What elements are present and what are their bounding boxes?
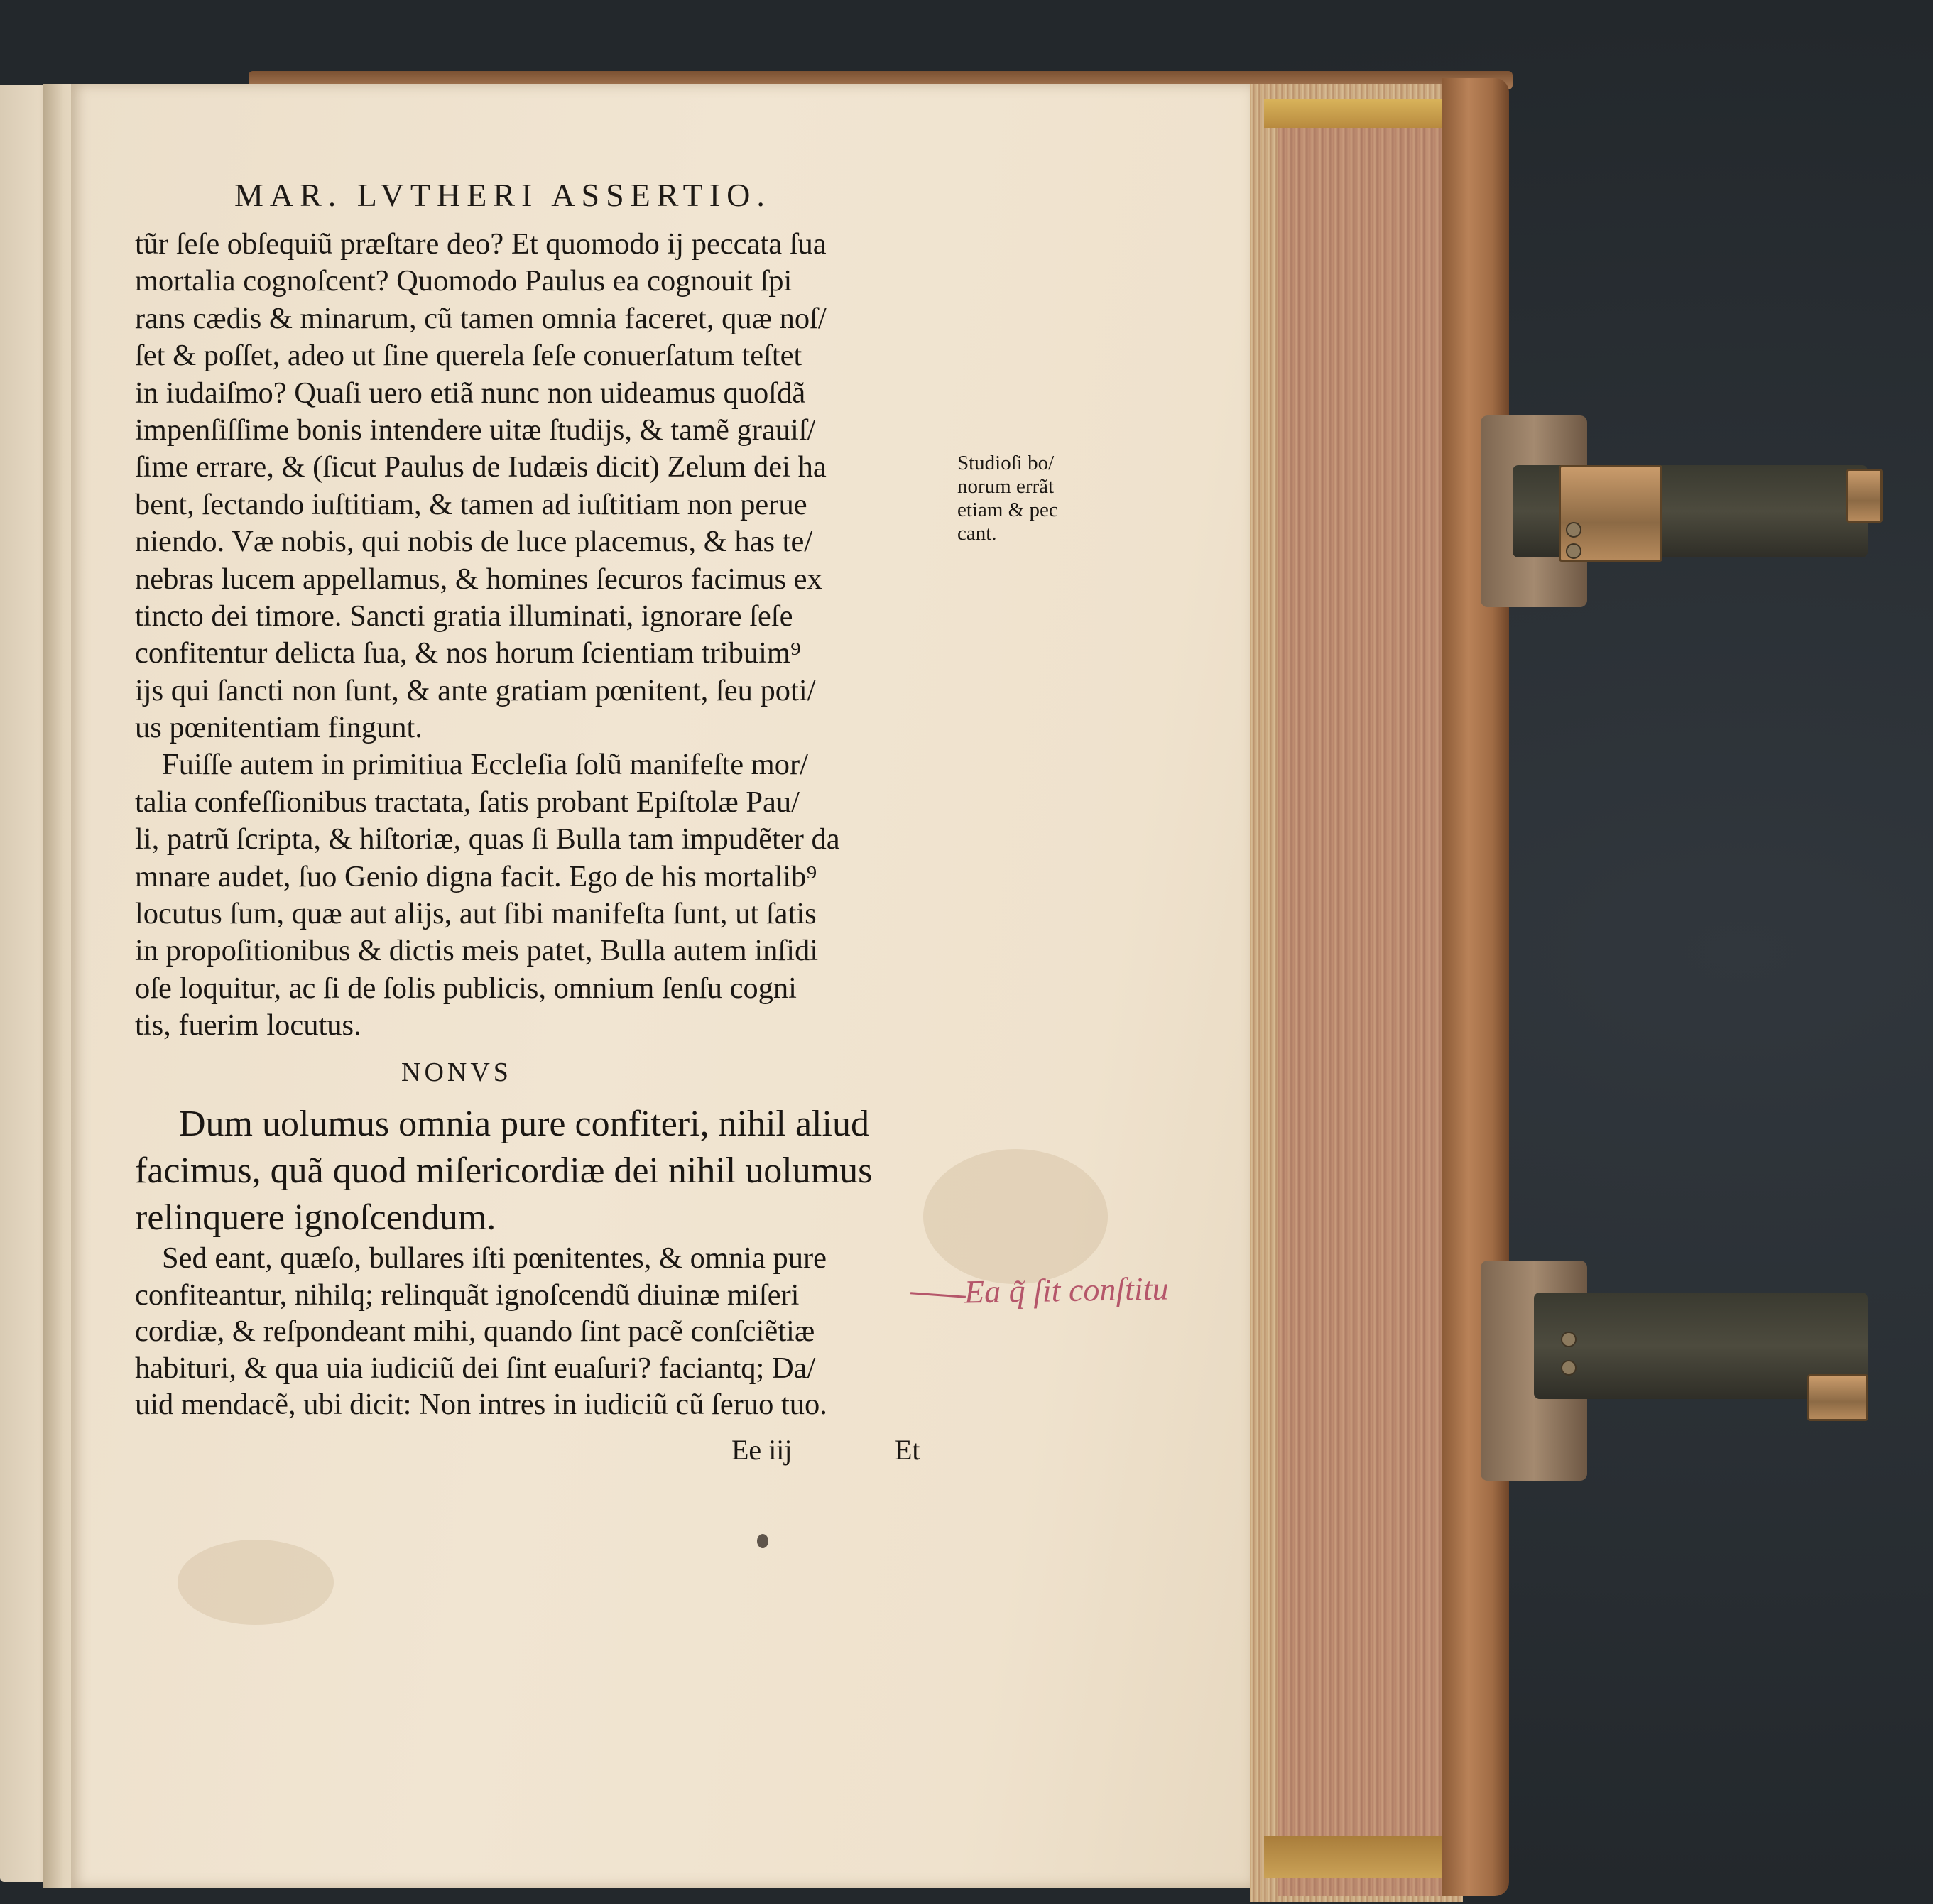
text-line: impenſiſſime bonis intendere uitæ ſtudijs, & tamẽ grauiſ/ bbox=[135, 413, 816, 447]
gilt-fore-edge bbox=[1278, 107, 1442, 1896]
text-block-bottom bbox=[135, 1240, 959, 1423]
section-heading: NONVS bbox=[401, 1057, 512, 1087]
marginal-note-line: etiam & pec bbox=[957, 499, 1058, 521]
text-line: rans cædis & minarum, cũ tamen omnia faceret, quæ noſ/ bbox=[135, 301, 827, 335]
text-line: ijs qui ſancti non ſunt, & ante gratiam pœnitent, ſeu poti/ bbox=[135, 673, 816, 707]
text-line: ſet & poſſet, adeo ut ſine querela ſeſe conuerſatum teſtet bbox=[135, 339, 802, 373]
statement-line: Dum uolumus omnia pure confiteri, nihil aliud bbox=[179, 1104, 869, 1144]
text-line: Sed eant, quæſo, bullares iſti pœnitentes, & omnia pure bbox=[162, 1241, 827, 1275]
gilt-bottom-edge bbox=[1264, 1836, 1449, 1878]
text-line: in iudaiſmo? Quaſi uero etiã nunc non uideamus quoſdã bbox=[135, 376, 806, 410]
marginal-note-line: Studioſi bo/ bbox=[957, 452, 1055, 474]
text-line: oſe loquitur, ac ſi de ſolis publicis, omnium ſenſu cogni bbox=[135, 971, 797, 1005]
text-line: confiteantur, nihilq; relinquãt ignoſcendũ diuinæ miſeri bbox=[135, 1278, 800, 1312]
text-line: tũr ſeſe obſequiũ præſtare deo? Et quomodo ij peccata ſua bbox=[135, 227, 827, 261]
text-block-top bbox=[135, 226, 959, 1045]
text-line: tincto dei timore. Sancti gratia illuminati, ignorare ſeſe bbox=[135, 599, 793, 633]
foxing-stain bbox=[178, 1540, 334, 1625]
text-line: ſime errare, & (ſicut Paulus de Iudæis dicit) Zelum dei ha bbox=[135, 450, 827, 484]
text-line: mortalia cognoſcent? Quomodo Paulus ea cognouit ſpi bbox=[135, 264, 793, 298]
catchword: Et bbox=[895, 1434, 920, 1466]
text-line: cordiæ, & reſpondeant mihi, quando ſint pacẽ conſciẽtiæ bbox=[135, 1315, 815, 1348]
statement-line: facimus, quã quod miſericordiæ dei nihil uolumus bbox=[135, 1150, 873, 1191]
statement-line: relinquere ignoſcendum. bbox=[135, 1197, 496, 1238]
ink-spot bbox=[757, 1534, 768, 1548]
rivet-icon bbox=[1561, 1332, 1577, 1347]
marginal-note bbox=[957, 452, 1058, 545]
marginal-note-line: cant. bbox=[957, 522, 997, 545]
text-line: us pœnitentiam fingunt. bbox=[135, 711, 423, 745]
handwritten-annotation: Ea q̃ ſit conſtitu bbox=[964, 1270, 1169, 1310]
text-line: habituri, & qua uia iudiciũ dei ſint euaſuri? faciantq; Da/ bbox=[135, 1351, 816, 1385]
gilt-top-edge bbox=[1264, 99, 1449, 128]
upper-clasp-hook bbox=[1846, 469, 1883, 523]
text-line: locutus ſum, quæ aut alijs, aut ſibi manifeſta ſunt, ut ſatis bbox=[135, 897, 817, 931]
text-line: mnare audet, ſuo Genio digna facit. Ego de his mortalib⁹ bbox=[135, 859, 817, 893]
text-line: confitentur delicta ſua, & nos horum ſcientiam tribuim⁹ bbox=[135, 636, 801, 670]
text-line: bent, ſectando iuſtitiam, & tamen ad iuſtitiam non perue bbox=[135, 487, 807, 521]
text-line: Fuiſſe autem in primitiua Eccleſia ſolũ manifeſte mor/ bbox=[162, 748, 808, 782]
text-line: tis, fuerim locutus. bbox=[135, 1008, 361, 1043]
text-line: li, patrũ ſcripta, & hiſtoriæ, quas ſi Bulla tam impudẽter da bbox=[135, 822, 840, 856]
lower-clasp-hook bbox=[1807, 1374, 1868, 1421]
rivet-icon bbox=[1566, 522, 1581, 538]
leather-cover bbox=[1442, 78, 1509, 1896]
text-line: talia confeſſionibus tractata, ſatis probant Epiſtolæ Pau/ bbox=[135, 785, 800, 819]
running-head: MAR. LVTHERI ASSERTIO. bbox=[234, 177, 771, 213]
signature-mark: Ee iij bbox=[731, 1434, 793, 1466]
rivet-icon bbox=[1561, 1360, 1577, 1376]
text-line: nebras lucem appellamus, & homines ſecuros facimus ex bbox=[135, 562, 822, 596]
rivet-icon bbox=[1566, 543, 1581, 559]
marginal-note-line: norum errãt bbox=[957, 475, 1055, 498]
text-line: uid mendacẽ, ubi dicit: Non intres in iudiciũ cũ ſeruo tuo. bbox=[135, 1388, 827, 1421]
text-line: in propoſitionibus & dictis meis patet, Bulla autem inſidi bbox=[135, 934, 819, 968]
text-line: niendo. Væ nobis, qui nobis de luce placemus, & has te/ bbox=[135, 525, 813, 559]
proposition-statement bbox=[135, 1101, 959, 1241]
